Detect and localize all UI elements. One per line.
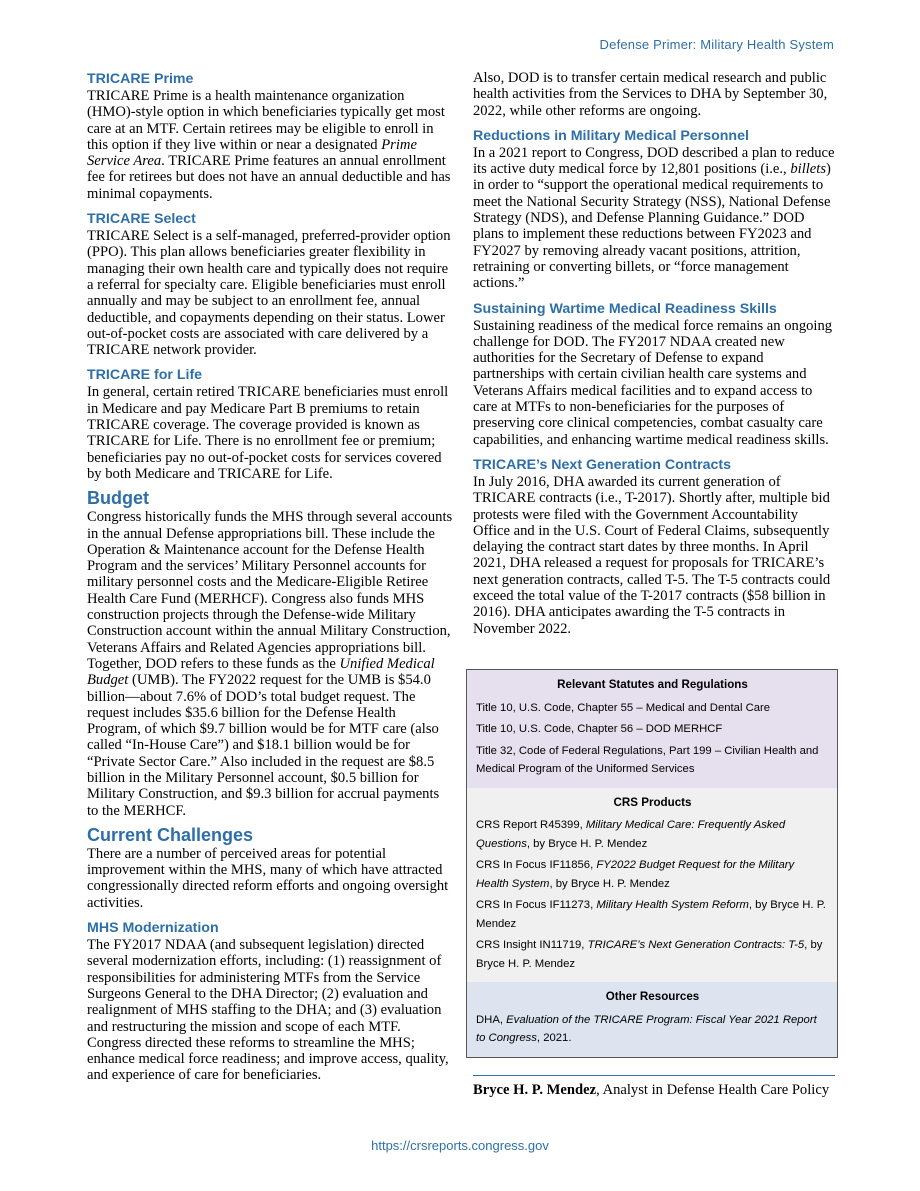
statute-item: Title 10, U.S. Code, Chapter 56 – DOD MERHCF — [476, 723, 723, 735]
tricare-for-life-paragraph: In general, certain retired TRICARE beneficiaries must enroll in Medicare and pay Medicare Part B premiums to retain TRICARE coverage. The coverage provided is known as TRICARE for Life. There is no enrollment fee or premium; beneficiaries pay no out-of-pocket costs for services covered by both Medicare and TRICARE for Life. — [87, 384, 449, 482]
author-byline — [473, 1075, 835, 1099]
other-resources-section — [467, 982, 837, 1057]
budget-paragraph: Congress historically funds the MHS through several accounts in the annual Defense appropriations bill. These include the Operation & Maintenance account for the Defense Health Program and the services’ Military Personnel accounts for military personnel costs and the Medicare-Eligible Retiree Health Care Fund (MERHCF). Congress also funds MHS construction projects through the Defense-wide Military Construction account within the annual Military Construction, Veterans Affairs and Related Agencies appropriations bill. Together, DOD refers to these funds as the Unified Medical Budget (UMB). The FY2022 request for the UMB is $54.0 billion—about 7.6% of DOD’s total budget request. The request includes $35.6 billion for the Defense Health Program, of which $9.7 billion would be for MTF care (also called “In-House Care”) and $18.1 billion would be for “Private Sector Care.” Also included in the request are $8.5 billion in the Military Personnel account, $0.5 billion for Military Construction, and $9.3 billion for accrual payments to the MERHCF. — [87, 509, 453, 819]
statute-item: Title 32, Code of Federal Regulations, Part 199 – Civilian Health and Medical Program of the Uniformed Services — [476, 744, 819, 775]
readiness-heading: Sustaining Wartime Medical Readiness Skills — [473, 300, 777, 317]
statutes-section — [467, 670, 837, 788]
author-role: , Analyst in Defense Health Care Policy — [596, 1082, 830, 1098]
continuation-paragraph: Also, DOD is to transfer certain medical research and public health activities from the Services to DHA by September 30, 2022, while other reforms are ongoing. — [473, 70, 828, 119]
author-name: Bryce H. P. Mendez — [473, 1082, 597, 1098]
product-item: CRS Report R45399, Military Medical Care: Frequently Asked Questions, by Bryce H. P. Mendez — [476, 819, 786, 850]
reductions-heading: Reductions in Military Medical Personnel — [473, 127, 749, 144]
mhs-modernization-heading: MHS Modernization — [87, 920, 219, 937]
resources-sidebar-box — [466, 669, 838, 1058]
statutes-title: Relevant Statutes and Regulations — [557, 678, 748, 691]
reductions-paragraph: In a 2021 report to Congress, DOD described a plan to reduce its active duty medical force by 12,801 positions (i.e., billets) in order to “support the operational medical requirements to meet the National Security Strategy (NSS), National Defense Strategy (NDS), and Defense Planning Guidance.” DOD plans to implement these reductions between FY2023 and FY2027 by removing already vacant positions, attrition, retraining or converting billets, or “force management actions.” — [473, 144, 835, 292]
resource-item: DHA, Evaluation of the TRICARE Program: Fiscal Year 2021 Report to Congress, 2021. — [476, 1013, 817, 1044]
right-column — [473, 70, 835, 637]
current-challenges-heading: Current Challenges — [87, 824, 254, 845]
tricare-prime-paragraph: TRICARE Prime is a health maintenance organization (HMO)-style option in which beneficiaries typically get most care at an MTF. Certain retirees may be eligible to enroll in this option if they live within or near a designated Prime Service Area. TRICARE Prime features an annual enrollment fee for retirees but does not have an annual deductible and has minimal copayments. — [87, 88, 451, 202]
running-header: Defense Primer: Military Health System — [599, 37, 834, 52]
product-item: CRS In Focus IF11856, FY2022 Budget Request for the Military Health System, by Bryce H. P. Mendez — [476, 859, 795, 890]
left-column — [87, 70, 453, 1084]
other-resources-title: Other Resources — [605, 990, 700, 1003]
crs-products-title: CRS Products — [613, 795, 692, 809]
contracts-paragraph: In July 2016, DHA awarded its current generation of TRICARE contracts (i.e., T-2017). Shortly after, multiple bid protests were filed with the Government Accountability Office and in the U.S. Court of Federal Claims, subsequently delaying the contract start dates by three months. In April 2021, DHA released a request for proposals for TRICARE’s next generation contracts, called T-5. The T-5 contracts could exceed the total value of the T-2017 contracts ($58 billion in 2016). DHA anticipates awarding the T-5 contracts in November 2022. — [473, 473, 831, 637]
product-item: CRS In Focus IF11273, Military Health System Reform, by Bryce H. P. Mendez — [476, 899, 826, 930]
contracts-heading: TRICARE’s Next Generation Contracts — [473, 456, 732, 473]
tricare-prime-heading: TRICARE Prime — [87, 71, 194, 87]
readiness-paragraph: Sustaining readiness of the medical force remains an ongoing challenge for DOD. The FY2017 NDAA created new authorities for the Secretary of Defense to expand partnerships with certain civilian health care systems and Veterans Affairs medical facilities and to expand access to care at MTFs to non-beneficiaries for the purposes of preserving core clinical competencies, combat casualty care capabilities, and enhancing wartime medical readiness skills. — [473, 317, 833, 448]
footer-url[interactable]: https://crsreports.congress.gov — [371, 1138, 549, 1153]
product-item: CRS Insight IN11719, TRICARE’s Next Generation Contracts: T-5, by Bryce H. P. Mendez — [476, 939, 823, 970]
current-challenges-paragraph: There are a number of perceived areas for potential improvement within the MHS, many of which have attracted congressionally directed reform efforts and ongoing oversight activities. — [87, 845, 449, 911]
budget-heading: Budget — [87, 488, 149, 509]
crs-products-section — [467, 788, 837, 983]
tricare-select-paragraph: TRICARE Select is a self-managed, preferred-provider option (PPO). This plan allows beneficiaries greater flexibility in managing their own health care and typically does not require a referral for specialty care. Eligible beneficiaries must enroll annually and may be subject to an enrollment fee, annual deductible, and copayments depending on their status. Lower out-of-pocket costs are associated with care delivered by a TRICARE network provider. — [87, 228, 451, 359]
tricare-for-life-heading: TRICARE for Life — [87, 367, 203, 384]
statute-item: Title 10, U.S. Code, Chapter 55 – Medical and Dental Care — [476, 701, 771, 714]
tricare-select-heading: TRICARE Select — [87, 211, 196, 228]
mhs-modernization-paragraph: The FY2017 NDAA (and subsequent legislation) directed several modernization efforts, including: (1) reassignment of responsibilities for administering MTFs from the Service Surgeons General to the DHA Director; (2) evaluation and realignment of MHS staffing to the DHA; and (3) evaluation and restructuring the mission and scope of each MTF. Congress directed these reforms to streamline the MHS; enhance medical force readiness; and improve access, quality, and experience of care for beneficiaries. — [87, 937, 449, 1084]
